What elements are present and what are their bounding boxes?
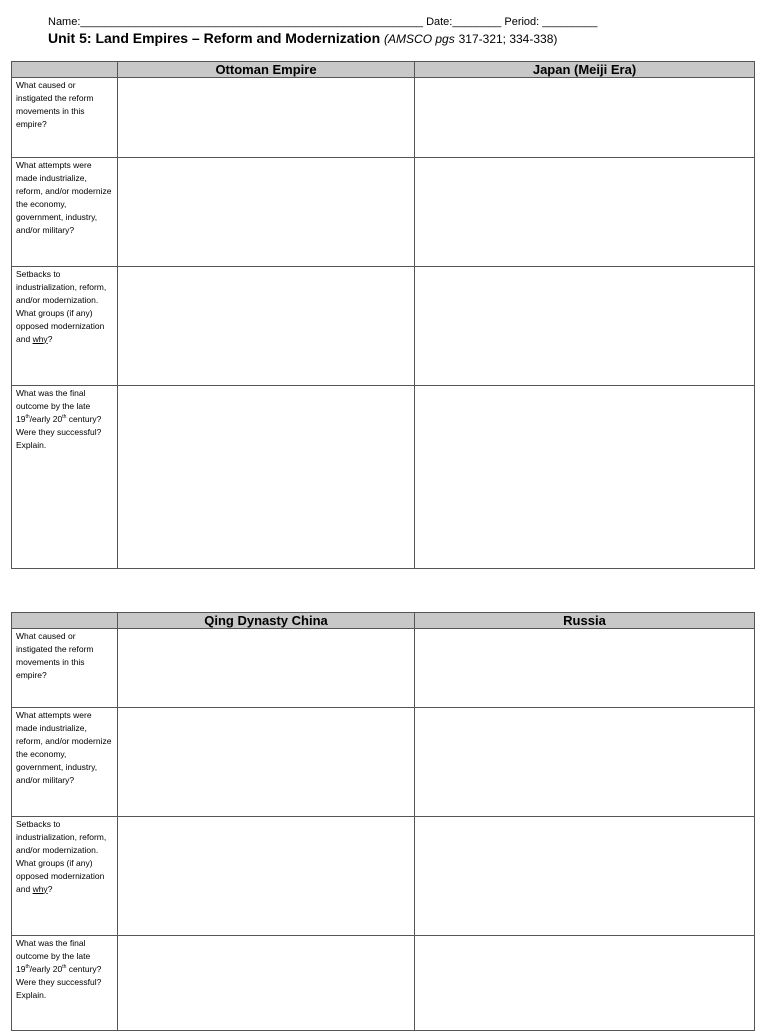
question-outcome-start: What was the final outcome by the late 19 (16, 938, 91, 974)
title-source-italic: (AMSCO pgs (384, 32, 455, 46)
question-outcome (12, 936, 118, 1031)
answer-cell-japan-outcome[interactable] (415, 386, 755, 569)
question-setbacks-why: why (32, 333, 48, 344)
question-outcome-mid: /early 20 (29, 413, 63, 424)
answer-cell-japan-attempts[interactable] (415, 158, 755, 267)
question-outcome-end: century? Were they successful? Explain. (16, 413, 102, 450)
question-setbacks (12, 817, 118, 936)
question-causes: What caused or instigated the reform movements in this empire? (12, 629, 118, 708)
table-header-row (12, 62, 755, 78)
column-header-russia: Russia (415, 613, 755, 629)
answer-cell-russia-attempts[interactable] (415, 708, 755, 817)
question-setbacks-end: ? (47, 333, 53, 344)
question-outcome-sup1: th (25, 413, 30, 420)
table-row (12, 386, 755, 569)
answer-cell-russia-setbacks[interactable] (415, 817, 755, 936)
header-empty-cell (12, 62, 118, 78)
header-empty-cell (12, 613, 118, 629)
date-blank[interactable]: ________ (452, 16, 502, 28)
worksheet-table-2 (11, 612, 755, 1031)
question-outcome-end: century? Were they successful? Explain. (16, 963, 102, 1000)
question-attempts: What attempts were made industrialize, reform, and/or modernize the economy, government, industry, and/or military? (12, 708, 118, 817)
table-row (12, 267, 755, 386)
table-row (12, 817, 755, 936)
question-setbacks-text: Setbacks to industrialization, reform, and/or modernization. What groups (if any) opposed modernization and (16, 819, 107, 894)
worksheet-title (48, 30, 557, 46)
title-source-pages: 317-321; 334-338) (458, 32, 558, 46)
answer-cell-qing-attempts[interactable] (118, 708, 415, 817)
period-label: Period: (504, 16, 540, 28)
question-outcome (12, 386, 118, 569)
question-outcome-sup2: th (62, 963, 67, 970)
question-outcome-sup2: th (62, 413, 67, 420)
table-header-row (12, 613, 755, 629)
date-label: Date: (426, 16, 453, 28)
question-setbacks (12, 267, 118, 386)
worksheet-table-1 (11, 61, 755, 569)
question-setbacks-text: Setbacks to industrialization, reform, and/or modernization. What groups (if any) opposed modernization and (16, 269, 107, 344)
answer-cell-ottoman-outcome[interactable] (118, 386, 415, 569)
question-causes: What caused or instigated the reform movements in this empire? (12, 78, 118, 158)
answer-cell-japan-causes[interactable] (415, 78, 755, 158)
table-row (12, 708, 755, 817)
question-outcome-sup1: th (25, 963, 30, 970)
answer-cell-japan-setbacks[interactable] (415, 267, 755, 386)
student-info-line (48, 16, 597, 28)
answer-cell-qing-outcome[interactable] (118, 936, 415, 1031)
question-outcome-start: What was the final outcome by the late 19 (16, 388, 91, 424)
answer-cell-russia-outcome[interactable] (415, 936, 755, 1031)
question-setbacks-end: ? (47, 883, 53, 894)
table-row (12, 629, 755, 708)
question-attempts: What attempts were made industrialize, reform, and/or modernize the economy, government, industry, and/or military? (12, 158, 118, 267)
title-main: Unit 5: Land Empires – Reform and Modernization (48, 30, 381, 46)
column-header-japan: Japan (Meiji Era) (415, 62, 755, 78)
name-blank[interactable]: ________________________________________________________ (80, 16, 423, 28)
answer-cell-ottoman-setbacks[interactable] (118, 267, 415, 386)
question-outcome-mid: /early 20 (29, 963, 63, 974)
question-setbacks-why: why (32, 883, 48, 894)
answer-cell-russia-causes[interactable] (415, 629, 755, 708)
table-row (12, 936, 755, 1031)
column-header-ottoman: Ottoman Empire (118, 62, 415, 78)
column-header-qing: Qing Dynasty China (118, 613, 415, 629)
name-label: Name: (48, 16, 81, 28)
period-blank[interactable]: _________ (542, 16, 598, 28)
table-row (12, 158, 755, 267)
answer-cell-qing-causes[interactable] (118, 629, 415, 708)
answer-cell-ottoman-attempts[interactable] (118, 158, 415, 267)
table-row (12, 78, 755, 158)
answer-cell-ottoman-causes[interactable] (118, 78, 415, 158)
answer-cell-qing-setbacks[interactable] (118, 817, 415, 936)
